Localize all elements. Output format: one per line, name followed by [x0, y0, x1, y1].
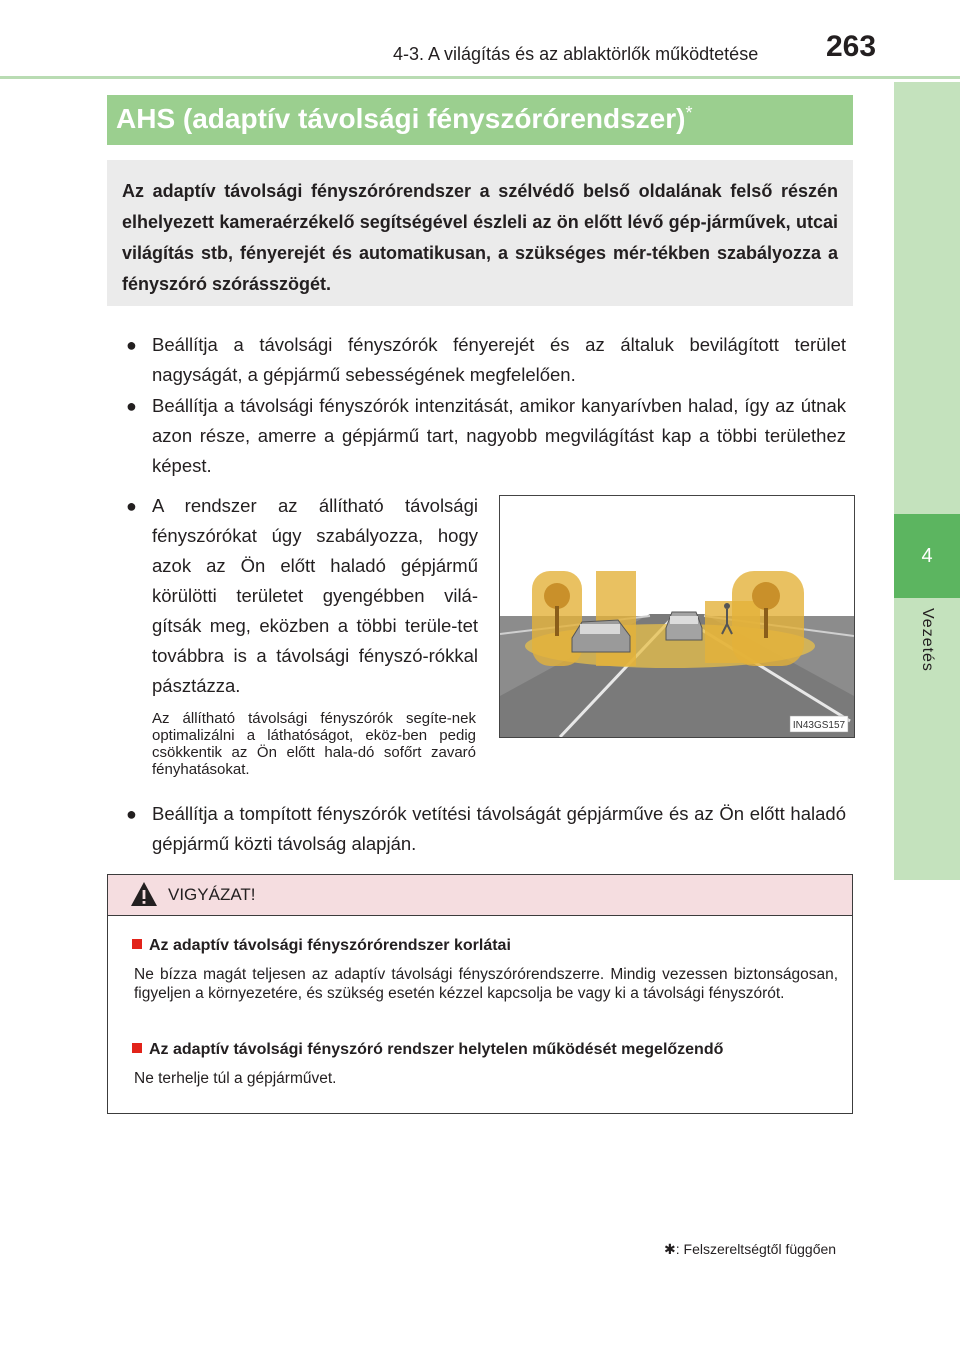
side-tab-upper	[894, 82, 960, 514]
bullet-item: ● Beállítja a távolsági fényszórók fényerejét és az általuk bevilágított terület nagyságát, a gépjármű sebességének megfelelően.	[152, 330, 846, 390]
warning-header	[108, 875, 852, 916]
warning-triangle-icon	[130, 881, 158, 907]
bullet-dot-icon: ●	[126, 335, 137, 355]
footnote: ✱: Felszereltségtől függően	[664, 1241, 837, 1257]
bullet-item: ● Beállítja a tompított fényszórók vetítési távolságát gépjárművе és az Ön előtt haladó gépjármű közti távolság alapján.	[152, 799, 846, 859]
section-title: AHS (adaptív távolsági fényszórórendszer)*	[116, 103, 693, 134]
ahs-illustration	[499, 495, 855, 738]
warning-item-title: Az adaptív távolsági fényszóró rendszer helytelen működését megelőzendő	[132, 1041, 723, 1059]
red-square-icon	[132, 1043, 142, 1053]
bullet-dot-icon: ●	[126, 804, 137, 824]
road-scene-illustration	[500, 496, 854, 737]
bullet-item: ● A rendszer az állítható távolsági fényszórókat úgy szabályozza, hogy azok az Ön előtt haladó gépjármű körülötti területet gyengébben vilá-gítsák meg, eközben a többi terüle-tet továbbra is a távolsági fényszó-rókkal pásztázza.	[152, 491, 478, 701]
illustration-code: IN43GS157	[792, 720, 846, 731]
warning-item-text: Ne bízza magát teljesen az adaptív távolsági fényszórórendszerre. Mindig vezessen biztonságosan, figyeljen a környezetére, és szükség esetén kézzel kapcsolja be vagy ki a távolsági fényszórót.	[134, 966, 838, 1002]
warning-item-title: Az adaptív távolsági fényszórórendszer korlátai	[132, 937, 511, 955]
warning-title: VIGYÁZAT!	[168, 885, 256, 904]
bullet-dot-icon: ●	[126, 496, 137, 516]
chapter-tab-label: Vezetés	[894, 598, 960, 880]
asterisk-icon: ✱	[664, 1241, 676, 1257]
intro-text: Az adaptív távolsági fényszórórendszer a szélvédő belső oldalának felső részén elhelyezett kameraérzékelő segítségével észleli az ön előtt lévő gép-járművek, utcai világítás stb, fényerejét és automatikusan, a szükséges mér-tékben szabályozza a fényszóró szórásszögét.	[122, 181, 838, 294]
warning-box	[107, 874, 853, 1114]
bullet-dot-icon: ●	[126, 396, 137, 416]
chapter-tab-number[interactable]: 4	[894, 514, 960, 598]
bullet-item: ● Beállítja a távolsági fényszórók intenzitását, amikor kanyarívben halad, így az útnak azon része, amerre a gépjármű tart, nagyobb megvilágítást kap a többi területhez képest.	[152, 391, 846, 481]
illustration-note: Az állítható távolsági fényszórók segíte-nek optimalizálni a láthatóságot, eköz-ben pedig csökkentik az Ön előtt hala-dó sofőrt zavaró fényhatásokat.	[152, 710, 476, 778]
page-number: 263	[826, 30, 877, 63]
running-header: 4-3. A világítás és az ablaktörlők működtetése	[393, 44, 759, 64]
red-square-icon	[132, 939, 142, 949]
warning-item-text: Ne terhelje túl a gépjárművet.	[134, 1070, 337, 1087]
header-divider	[0, 76, 960, 79]
